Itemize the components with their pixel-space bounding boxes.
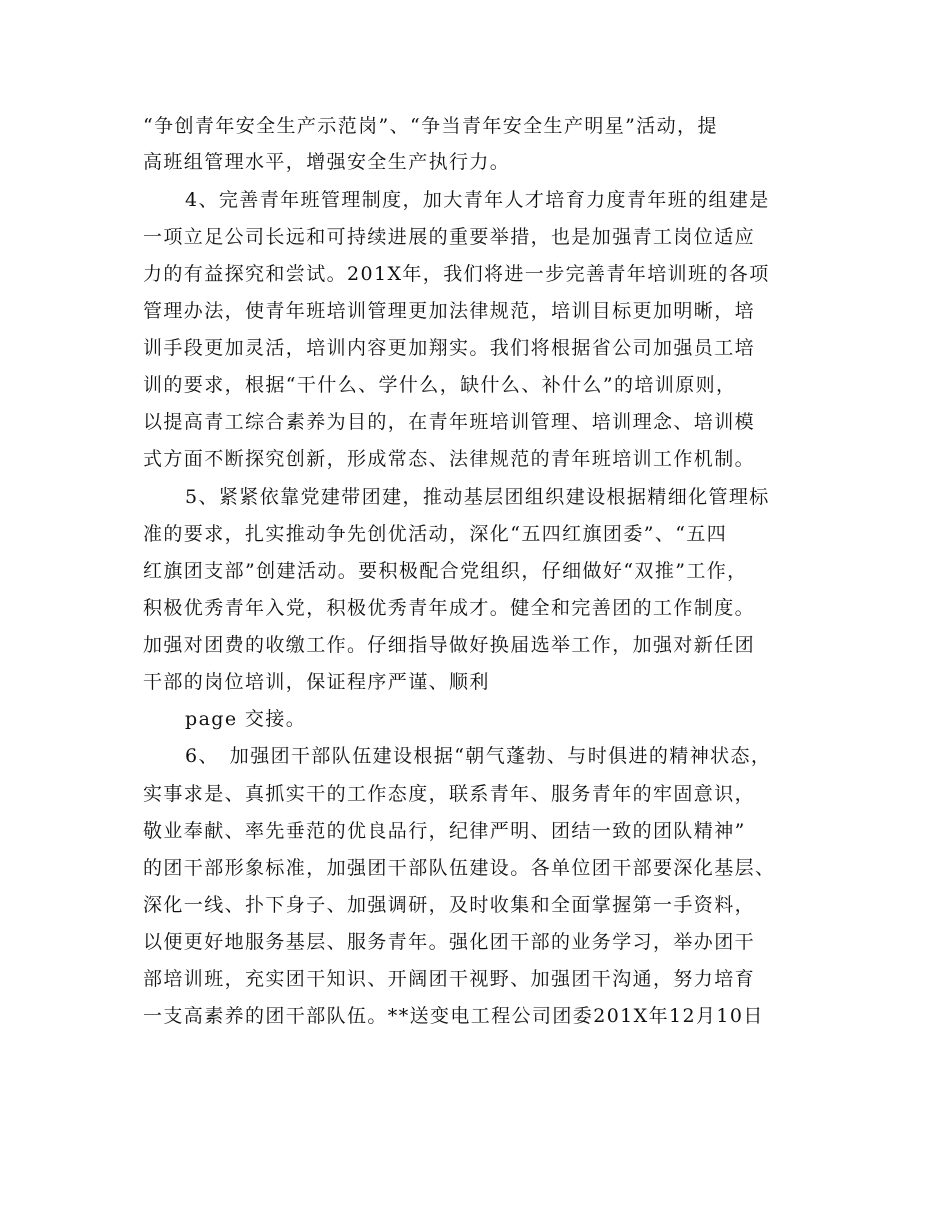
text-line: 积极优秀青年入党，积极优秀青年成才。健全和完善团的工作制度。 — [143, 597, 756, 619]
text-line: 训手段更加灵活，培训内容更加翔实。我们将根据省公司加强员工培 — [143, 337, 756, 359]
text-line: “争创青年安全生产示范岗”、“争当青年安全生产明星”活动，提 — [143, 115, 718, 137]
text-line: 训的要求，根据“干什么、学什么，缺什么、补什么”的培训原则， — [143, 374, 737, 396]
text-line: 部培训班，充实团干知识、开阔团干视野、加强团干沟通，努力培育 — [143, 968, 756, 990]
text-line: 加强对团费的收缴工作。仔细指导做好换届选举工作，加强对新任团 — [143, 634, 756, 656]
text-line: 高班组管理水平，增强安全生产执行力。 — [143, 151, 511, 173]
text-line: 红旗团支部”创建活动。要积极配合党组织，仔细做好“双推”工作， — [143, 560, 748, 582]
text-line: page 交接。 — [185, 708, 307, 730]
paragraph-5-heading: 5、紧紧依靠党建带团建，推动基层团组织建设根据精细化管理标 — [185, 486, 770, 508]
text-line: 实事求是、真抓实干的工作态度，联系青年、服务青年的牢固意识， — [143, 783, 756, 805]
signature-line: 一支高素养的团干部队伍。**送变电工程公司团委201X年12月10日 — [143, 1005, 764, 1027]
text-line: 力的有益探究和尝试。201X年，我们将进一步完善青年培训班的各项 — [143, 263, 770, 285]
text-line: 管理办法，使青年班培训管理更加法律规范，培训目标更加明晰，培 — [143, 300, 756, 322]
paragraph-6-heading: 6、 加强团干部队伍建设根据“朝气蓬勃、与时俱进的精神状态， — [185, 745, 772, 767]
text-line: 深化一线、扑下身子、加强调研，及时收集和全面掌握第一手资料， — [143, 894, 756, 916]
text-line: 一项立足公司长远和可持续进展的重要举措，也是加强青工岗位适应 — [143, 226, 756, 248]
text-line: 的团干部形象标准，加强团干部队伍建设。各单位团干部要深化基层、 — [143, 857, 776, 879]
text-line: 准的要求，扎实推动争先创优活动，深化“五四红旗团委”、“五四 — [143, 523, 728, 545]
text-line: 以提高青工综合素养为目的，在青年班培训管理、培训理念、培训模 — [143, 411, 756, 433]
text-line: 干部的岗位培训，保证程序严谨、顺利 — [143, 671, 490, 693]
text-line: 敬业奉献、率先垂范的优良品行，纪律严明、团结一致的团队精神” — [143, 820, 746, 842]
text-line: 式方面不断探究创新，形成常态、法律规范的青年班培训工作机制。 — [143, 448, 756, 470]
paragraph-4-heading: 4、完善青年班管理制度，加大青年人才培育力度青年班的组建是 — [185, 189, 770, 211]
text-line: 以便更好地服务基层、服务青年。强化团干部的业务学习，举办团干 — [143, 931, 756, 953]
